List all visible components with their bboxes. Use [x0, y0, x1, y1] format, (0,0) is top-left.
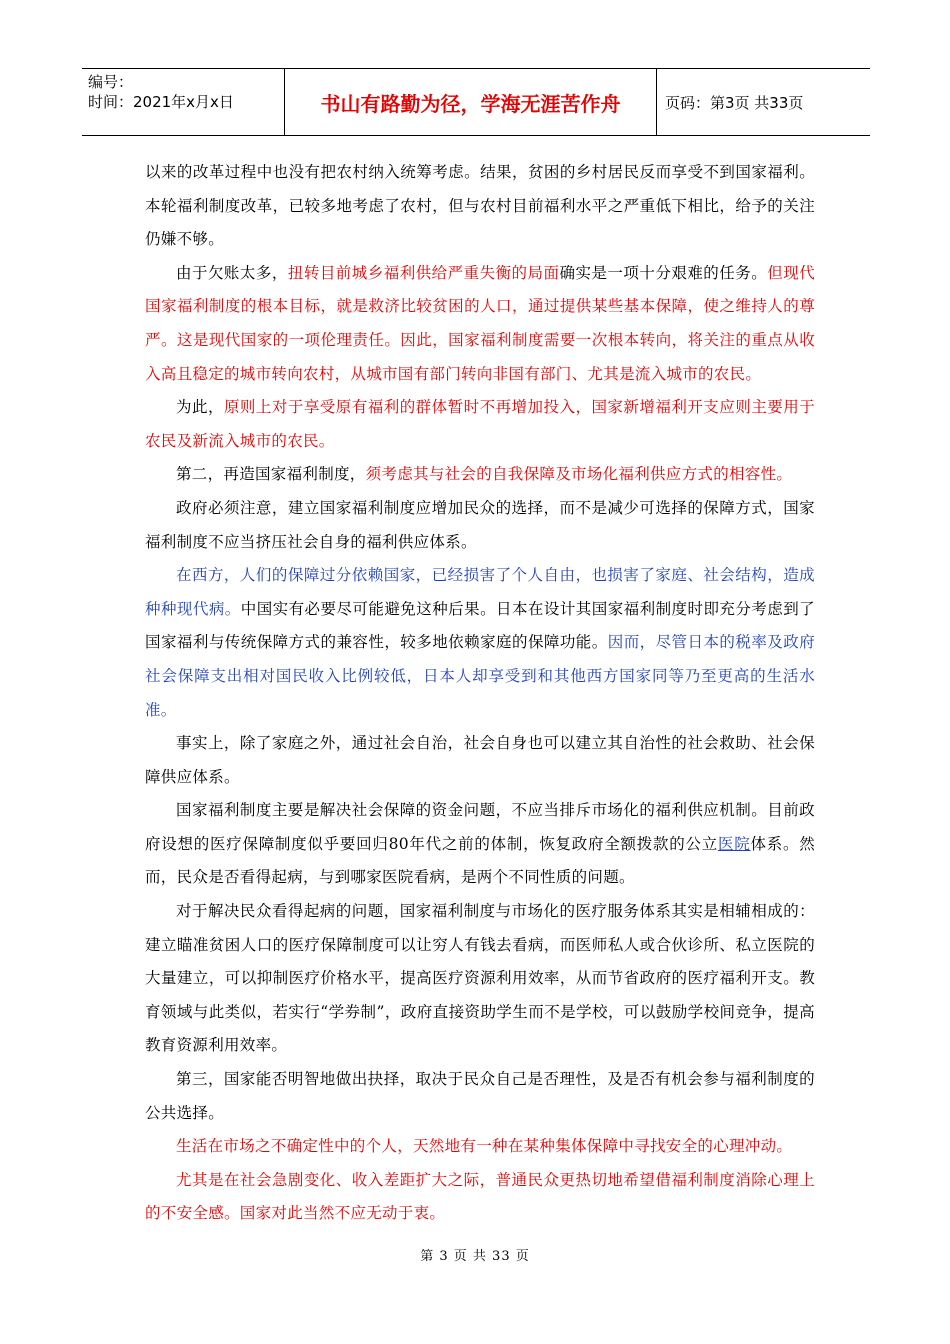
- text-segment: 为此，: [176, 398, 224, 417]
- paragraph: [145, 794, 815, 895]
- text-segment: 中国实有必要尽可能避免这种后果。日本在设计其国家福利制度时即充分考虑到了国家福利与传统保障方式的兼容性，较多地依赖家庭的保障功能。: [145, 599, 815, 652]
- text-segment: 国家福利制度主要是解决社会保障的资金问题，不应当排斥市场化的福利供应机制。目前政府设想的医疗保障制度似乎要回归80年代之前的体制，恢复政府全额拨款的公立: [145, 801, 815, 853]
- text-segment: 第三，国家能否明智地做出抉择，取决于民众自己是否理性，及是否有机会参与福利制度的公共选择。: [145, 1070, 815, 1122]
- text-segment: 因而，尽管日本的税率及政府社会保障支出相对国民收入比例较低，日本人却享受到和其他西方国家同等乃至更高的生活水准。: [145, 633, 816, 719]
- text-segment: 扭转目前城乡福利供给严重失衡的局面: [287, 263, 560, 282]
- header-page-number: 页码：第3页 共33页: [665, 93, 804, 112]
- text-segment: 对于解决民众看得起病的问题，国家福利制度与市场化的医疗服务体系其实是相辅相成的：建立瞄准贫困人口的医疗保障制度可以让穷人有钱去看病，而医师私人或合伙诊所、私立医院的大量建立，可以抑制医疗价格水平，提高医疗资源利用效率，从而节省政府的医疗福利开支。教育领域与此类似，若实行“学券制”，政府直接资助学生而不是学校，可以鼓励学校间竞争，提高教育资源利用效率。: [145, 902, 815, 1055]
- paragraph: [145, 458, 815, 492]
- paragraph: [145, 257, 815, 391]
- text-segment: 第二，再造国家福利制度，: [176, 465, 366, 484]
- page-footer: 第 3 页 共 33 页: [420, 1249, 530, 1264]
- paragraph: [145, 391, 815, 458]
- paragraph: [145, 895, 815, 1063]
- header-motto: 书山有路勤为径，学海无涯苦作舟: [285, 69, 657, 135]
- paragraph: [145, 559, 815, 727]
- text-segment: 以来的改革过程中也没有把农村纳入统筹考虑。结果，贫困的乡村居民反而享受不到国家福利。本轮福利制度改革，已较多地考虑了农村，但与农村目前福利水平之严重低下相比，给予的关注仍嫌不够。: [145, 163, 815, 249]
- page-header: [82, 68, 870, 136]
- paragraph: [145, 492, 815, 559]
- paragraph: [145, 727, 815, 794]
- text-segment: 在西方，人们的保障过分依赖国家，已经损害了个人自由，也损害了家庭、社会结构，造成种种现代病。: [145, 566, 815, 618]
- hyperlink[interactable]: 医院: [717, 834, 751, 853]
- paragraph: [145, 1164, 815, 1231]
- text-segment: 由于欠账太多，: [176, 263, 288, 282]
- header-meta: [82, 69, 285, 135]
- text-segment: 生活在市场之不确定性中的个人，天然地有一种在某种集体保障中寻找安全的心理冲动。: [176, 1137, 793, 1156]
- text-segment: 原则上对于享受原有福利的群体暂时不再增加投入，国家新增福利开支应则主要用于农民及新流入城市的农民。: [145, 398, 815, 450]
- paragraph: [145, 1063, 815, 1130]
- text-segment: 确实是一项十分艰难的任务。: [559, 263, 768, 282]
- text-segment: 但现代国家福利制度的根本目标，就是救济比较贫困的人口，通过提供某些基本保障，使之维持人的尊严。这是现代国家的一项伦理责任。因此，国家福利制度需要一次根本转向，将关注的重点从收入高且稳定的城市转向农村，从城市国有部门转向非国有部门、尤其是流入城市的农民。: [145, 263, 815, 383]
- paragraph: [145, 156, 815, 257]
- document-number-label: 编号：: [88, 73, 134, 91]
- text-segment: 体系。然而，民众是否看得起病，与到哪家医院看病，是两个不同性质的问题。: [145, 834, 815, 887]
- text-segment: 事实上，除了家庭之外，通过社会自治，社会自身也可以建立其自治性的社会救助、社会保障供应体系。: [145, 734, 815, 786]
- document-time-label: 时间：2021年x月x日: [88, 93, 234, 111]
- paragraph: [145, 1130, 815, 1164]
- document-body: [145, 156, 815, 1231]
- text-segment: 须考虑其与社会的自我保障及市场化福利供应方式的相容性。: [365, 465, 793, 484]
- text-segment: 尤其是在社会急剧变化、收入差距扩大之际，普通民众更热切地希望借福利制度消除心理上的不安全感。国家对此当然不应无动于衷。: [145, 1170, 815, 1223]
- text-segment: 政府必须注意，建立国家福利制度应增加民众的选择，而不是减少可选择的保障方式，国家福利制度不应当挤压社会自身的福利供应体系。: [145, 498, 815, 551]
